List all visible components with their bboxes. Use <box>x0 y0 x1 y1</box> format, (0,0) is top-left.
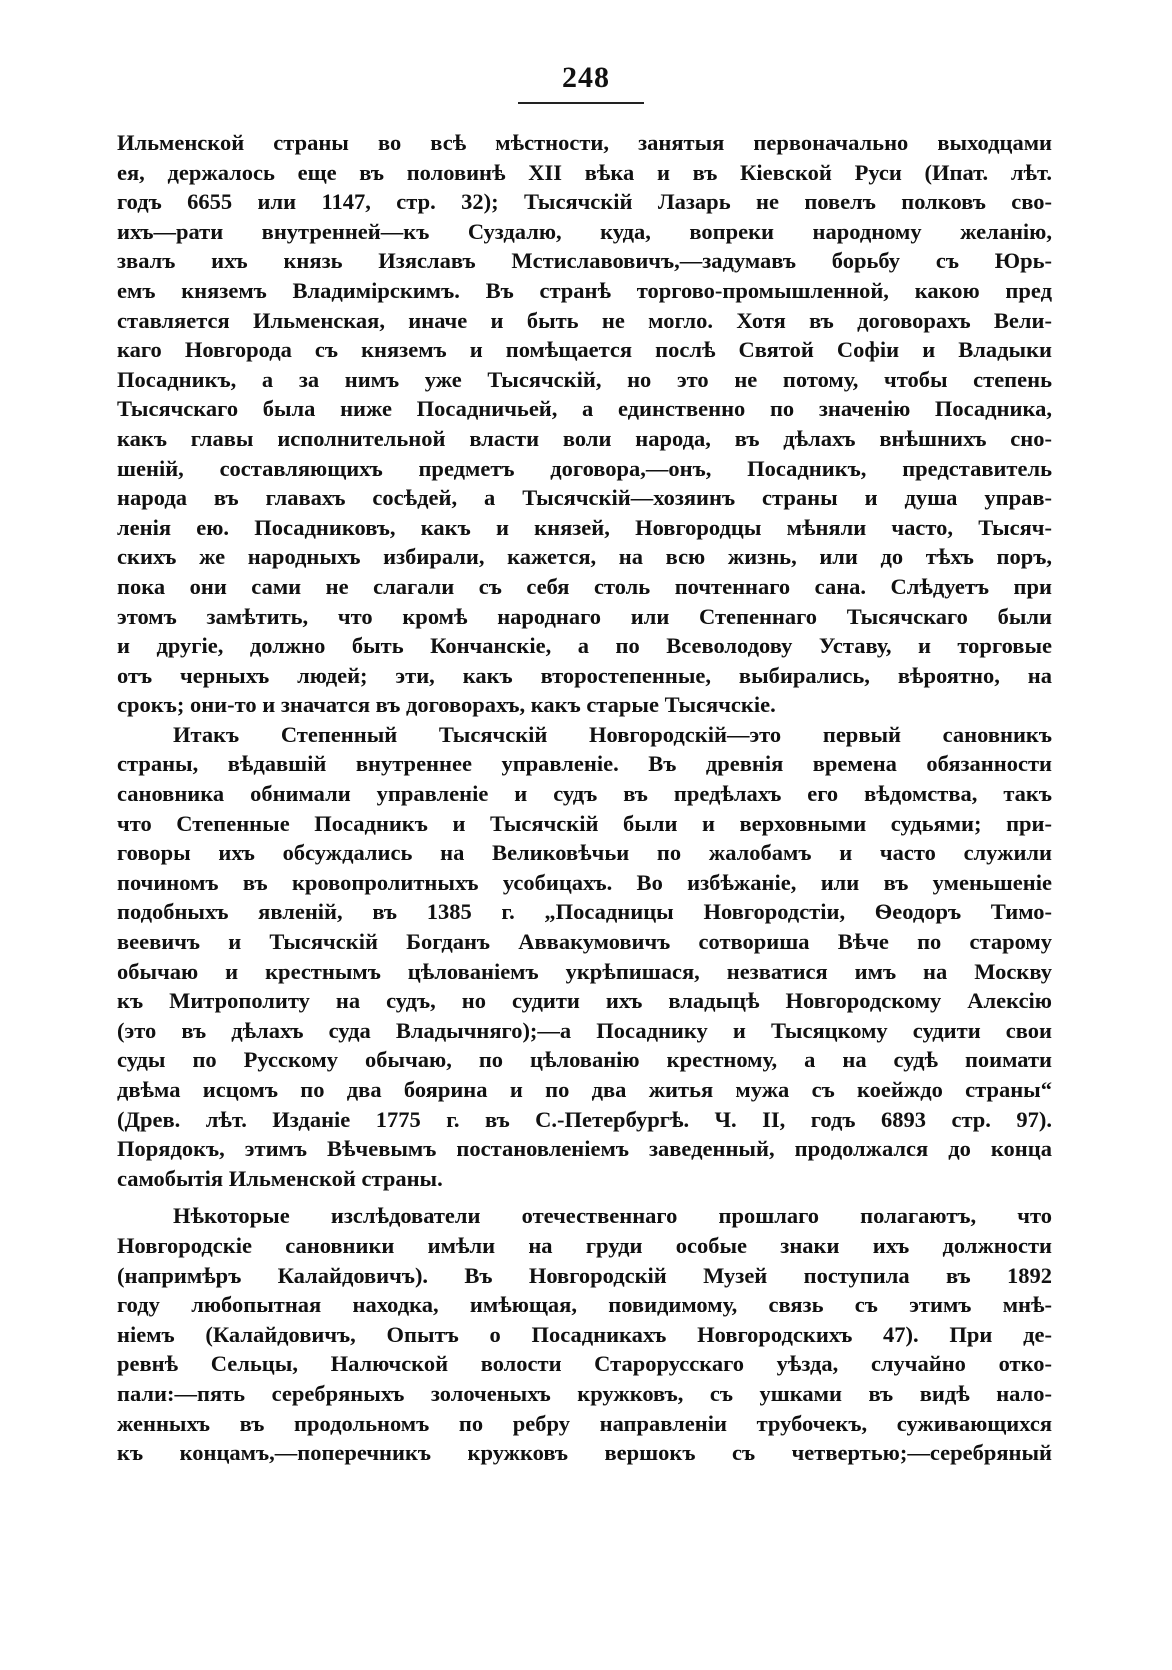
text-line: какъ главы исполнительной власти воли народа, въ дѣлахъ внѣшнихъ сно- <box>117 425 1052 451</box>
paragraph-3 <box>117 1201 1052 1467</box>
page-number: 248 <box>562 61 610 94</box>
text-line: годъ 6655 или 1147, стр. 32); Тысячскій Лазарь не повелъ полковъ сво- <box>117 189 1052 215</box>
text-line: ставляется Ильменская, иначе и быть не могло. Хотя въ договорахъ Вели- <box>117 307 1052 333</box>
text-line: (это въ дѣлахъ суда Владычняго);—а Посаднику и Тысяцкому судити свои <box>117 1017 1052 1043</box>
text-line: самобытія Ильменской страны. <box>117 1165 443 1191</box>
text-line: ея, держалось еще въ половинѣ XII вѣка и въ Кіевской Руси (Ипат. лѣт. <box>117 159 1052 185</box>
text-line: отъ черныхъ людей; эти, какъ второстепенные, выбирались, вѣроятно, на <box>117 662 1052 688</box>
text-line: Ильменской страны во всѣ мѣстности, занятыя первоначально выходцами <box>117 130 1052 155</box>
text-line: ихъ—рати внутренней—къ Суздалю, куда, вопреки народному желанію, <box>117 218 1052 244</box>
paragraph-gap <box>117 1193 1052 1201</box>
text-line: подобныхъ явленій, въ 1385 г. „Посадницы Новгородстіи, Ѳеодоръ Тимо- <box>117 899 1052 925</box>
text-line: сановника обнимали управленіе и судъ въ предѣлахъ его вѣдомства, такъ <box>117 781 1052 807</box>
text-line: страны, вѣдавшій внутреннее управленіе. Въ древнія времена обязанности <box>117 751 1052 777</box>
text-line: народа въ главахъ сосѣдей, а Тысячскій—хозяинъ страны и душа управ- <box>117 485 1052 511</box>
text-line: (Древ. лѣт. Изданіе 1775 г. въ С.-Петербургѣ. Ч. II, годъ 6893 стр. 97). <box>117 1106 1052 1132</box>
page-header <box>0 60 1172 96</box>
text-line: ніемъ (Калайдовичъ, Опытъ о Посадникахъ Новгородскихъ 47). При де- <box>117 1321 1052 1347</box>
text-line: Посадникъ, а за нимъ уже Тысячскій, но это не потому, чтобы степень <box>117 366 1052 392</box>
paragraph-2 <box>117 720 1052 1194</box>
text-line: ревнѣ Сельцы, Налючской волости Старорусскаго уѣзда, случайно отко- <box>117 1351 1052 1377</box>
text-line: году любопытная находка, имѣющая, повидимому, связь съ этимъ мнѣ- <box>117 1292 1052 1318</box>
text-line: звалъ ихъ князь Изяславъ Мстиславовичъ,—задумавъ борьбу съ Юрь- <box>117 248 1052 274</box>
text-line: шеній, составляющихъ предметъ договора,—онъ, Посадникъ, представитель <box>117 455 1052 481</box>
text-line: срокъ; они-то и значатся въ договорахъ, какъ старые Тысячскіе. <box>117 692 776 718</box>
header-rule <box>518 102 644 104</box>
text-line: ленія ею. Посадниковъ, какъ и князей, Новгородцы мѣняли часто, Тысяч- <box>117 514 1052 540</box>
text-line: двѣма исцомъ по два боярина и по два житья мужа съ коейждо страны“ <box>117 1077 1052 1102</box>
text-line: пока они сами не слагали съ себя столь почтеннаго сана. Слѣдуетъ при <box>117 573 1052 599</box>
text-line: этомъ замѣтить, что кромѣ народнаго или Степеннаго Тысячскаго были <box>117 603 1052 629</box>
text-line: емъ княземъ Владимірскимъ. Въ странѣ торгово-промышленной, какою пред <box>117 277 1052 303</box>
text-line: каго Новгорода съ княземъ и помѣщается послѣ Святой Софіи и Владыки <box>117 337 1052 363</box>
text-line: суды по Русскому обычаю, по цѣлованію крестному, а на судѣ поимати <box>117 1047 1052 1073</box>
text-line: починомъ въ кровопролитныхъ усобицахъ. Во избѣжаніе, или въ уменьшеніе <box>117 869 1052 895</box>
text-line: Итакъ Степенный Тысячскій Новгородскій—это первый сановникъ <box>173 721 1052 747</box>
text-line: и другіе, должно быть Кончанскіе, а по Всеволодову Уставу, и торговые <box>117 633 1052 659</box>
text-line: женныхъ въ продольномъ по ребру направленіи трубочекъ, суживающихся <box>117 1410 1052 1436</box>
text-line: къ Митрополиту на судъ, но судити ихъ владыцѣ Новгородскому Алексію <box>117 988 1052 1014</box>
body-text <box>117 128 1052 1468</box>
text-line: говоры ихъ обсуждались на Великовѣчьи по жалобамъ и часто служили <box>117 840 1052 866</box>
text-line: скихъ же народныхъ избирали, кажется, на всю жизнь, или до тѣхъ поръ, <box>117 544 1052 570</box>
text-line: Нѣкоторые изслѣдователи отечественнаго прошлаго полагаютъ, что <box>173 1203 1052 1229</box>
paragraph-1 <box>117 128 1052 720</box>
text-line: (напримѣръ Калайдовичъ). Въ Новгородскій Музей поступила въ 1892 <box>117 1262 1052 1288</box>
text-line: пали:—пять серебряныхъ золоченыхъ кружковъ, съ ушками въ видѣ нало- <box>117 1380 1052 1406</box>
text-line: Новгородскіе сановники имѣли на груди особые знаки ихъ должности <box>117 1232 1052 1258</box>
text-line: къ концамъ,—поперечникъ кружковъ вершокъ съ четвертью;—серебряный <box>117 1440 1052 1466</box>
text-line: Порядокъ, этимъ Вѣчевымъ постановленіемъ заведенный, продолжался до конца <box>117 1136 1052 1162</box>
text-line: обычаю и крестнымъ цѣлованіемъ укрѣпишася, незватися имъ на Москву <box>117 958 1052 984</box>
text-line: что Степенные Посадникъ и Тысячскій были и верховными судьями; при- <box>117 810 1052 836</box>
text-line: Тысячскаго была ниже Посадничьей, а единственно по значенію Посадника, <box>117 396 1052 422</box>
text-line: веевичъ и Тысячскій Богданъ Аввакумовичъ сотвориша Вѣче по старому <box>117 929 1052 955</box>
